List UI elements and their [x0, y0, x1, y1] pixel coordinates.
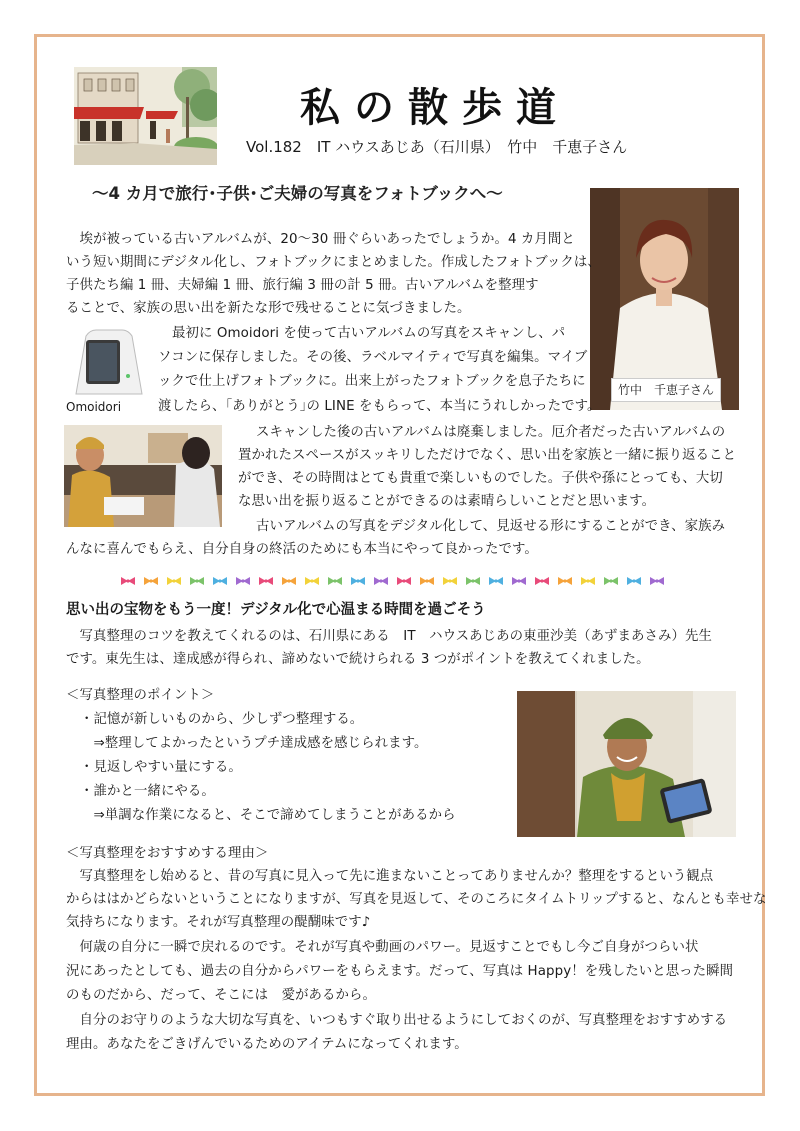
article1-line-2: いう短い期間にデジタル化し、フォトブックにまとめました。作成したフォトブックは、 [66, 255, 601, 270]
point-item: ⇒単調な作業になると、そこで諦めてしまうことがあるから [80, 808, 456, 823]
ribbon-bow-icon [443, 577, 457, 585]
points-heading: ＜写真整理のポイント＞ [66, 688, 215, 703]
ribbon-bow-icon [535, 577, 549, 585]
article1-line-11: ができ、その時間はとても貴重で楽しいものでした。子供や孫にとっても、大切 [238, 471, 723, 486]
page-title: 私の散歩道 [300, 84, 570, 131]
article1-line-6: ソコンに保存しました。その後、ラベルマイティで写真を編集。マイブ [158, 350, 588, 365]
ribbon-bow-icon [121, 577, 135, 585]
portrait-caption: 竹中 千恵子さん [611, 378, 721, 402]
scanner-caption: Omoidori [66, 400, 122, 414]
section2-title: 思い出の宝物をもう一度！デジタル化で心温まる時間を過ごそう [66, 602, 486, 618]
article1-line-4: ることで、家族の思い出を新たな形で残せることに気づきました。 [66, 301, 471, 316]
article1-line-13: 古いアルバムの写真をデジタル化して、見返せる形にすることができ、家族み [256, 519, 726, 534]
point-item: ・見返しやすい量にする。 [80, 760, 242, 775]
ribbon-bow-icon [489, 577, 503, 585]
article1-line-1: 埃が被っている古いアルバムが、20～30 冊ぐらいあったでしょうか。4 カ月間と [66, 232, 575, 247]
ribbon-bow-icon [351, 577, 365, 585]
article-catchphrase: ～4 カ月で旅行･子供･ご夫婦の写真をフォトブックへ～ [92, 184, 503, 203]
ribbon-bow-icon [512, 577, 526, 585]
section2-intro-1: 写真整理のコツを教えてくれるのは、石川県にある IT ハウスあじあの東亜沙美（あずまあさみ）先生 [66, 629, 712, 644]
ribbon-bow-icon [144, 577, 158, 585]
scanning-scene-photo [64, 425, 222, 527]
article1-line-14: んなに喜んでもらえ、自分自身の終活のためにも本当にやって良かったです。 [66, 542, 538, 557]
ribbon-bow-icon [466, 577, 480, 585]
page-subtitle: Vol.182 IT ハウスあじあ（石川県） 竹中 千恵子さん [246, 138, 628, 156]
article1-line-9: スキャンした後の古いアルバムは廃棄しました。厄介者だった古いアルバムの [256, 425, 726, 440]
article1-line-12: な思い出を振り返ることができるのは素晴らしいことだと思います。 [238, 494, 656, 509]
ribbon-bow-icon [650, 577, 664, 585]
ribbon-bow-icon [374, 577, 388, 585]
ribbon-bow-icon [627, 577, 641, 585]
point-item: ⇒整理してよかったというプチ達成感を感じられます。 [80, 736, 428, 751]
reasons-line-2: からははかどらないということになりますが、写真を見返して、そのころにタイムトリップすると、なんとも幸せな [66, 892, 767, 907]
teacher-photo [517, 691, 736, 837]
reasons-line-7: 自分のお守りのような大切な写真を、いつもすぐ取り出せるようにしておくのが、写真整理をおすすめする [66, 1013, 728, 1028]
section2-intro-2: です。東先生は、達成感が得られ、諦めないで続けられる 3 つがポイントを教えてくれました。 [66, 652, 650, 667]
scanner-device-photo [64, 326, 148, 400]
ribbon-bow-icon [167, 577, 181, 585]
reasons-line-5: 況にあったとしても、過去の自分からパワーをもらえます。だって、写真は Happy！を残したいと思った瞬間 [66, 964, 734, 979]
ribbon-bow-icon [282, 577, 296, 585]
article1-line-7: ックで仕上げフォトブックに。出来上がったフォトブックを息子たちに [158, 374, 586, 389]
article1-line-10: 置かれたスペースがスッキリしただけでなく、思い出を家族と一緒に振り返ること [238, 448, 737, 463]
ribbon-bow-icon [213, 577, 227, 585]
article1-line-8: 渡したら、｢ありがとう｣の LINE をもらって、本当にうれしかったです。 [158, 399, 601, 414]
point-item: ・誰かと一緒にやる。 [80, 784, 215, 799]
ribbon-bow-icon [581, 577, 595, 585]
ribbon-divider [120, 573, 680, 589]
reasons-line-3: 気持ちになります。それが写真整理の醍醐味です♪ [66, 915, 371, 930]
point-item: ・記憶が新しいものから、少しずつ整理する。 [80, 712, 364, 727]
ribbon-bow-icon [305, 577, 319, 585]
reasons-line-6: のものだから、だって、そこには 愛があるから。 [66, 988, 377, 1003]
ribbon-bow-icon [397, 577, 411, 585]
article1-line-3: 子供たち編 1 冊、夫婦編 1 冊、旅行編 3 冊の計 5 冊。古いアルバムを整理す [66, 278, 539, 293]
reasons-line-8: 理由。あなたをごきげんでいるためのアイテムになってくれます。 [66, 1037, 468, 1052]
reasons-line-1: 写真整理をし始めると、昔の写真に見入って先に進まないことってありませんか？整理をするという観点 [66, 869, 714, 884]
ribbon-bow-icon [420, 577, 434, 585]
ribbon-bow-icon [259, 577, 273, 585]
article1-line-5: 最初に Omoidori を使って古いアルバムの写真をスキャンし、パ [172, 326, 566, 341]
ribbon-bow-icon [328, 577, 342, 585]
ribbon-bow-icon [190, 577, 204, 585]
street-sketch-illustration [74, 67, 217, 165]
ribbon-bow-icon [558, 577, 572, 585]
reasons-heading: ＜写真整理をおすすめする理由＞ [66, 846, 269, 861]
ribbon-bow-icon [236, 577, 250, 585]
portrait-photo [590, 188, 739, 410]
ribbon-bow-icon [604, 577, 618, 585]
reasons-line-4: 何歳の自分に一瞬で戻れるのです。それが写真や動画のパワー。見返すことでもし今ご自身がつらい状 [66, 940, 699, 955]
